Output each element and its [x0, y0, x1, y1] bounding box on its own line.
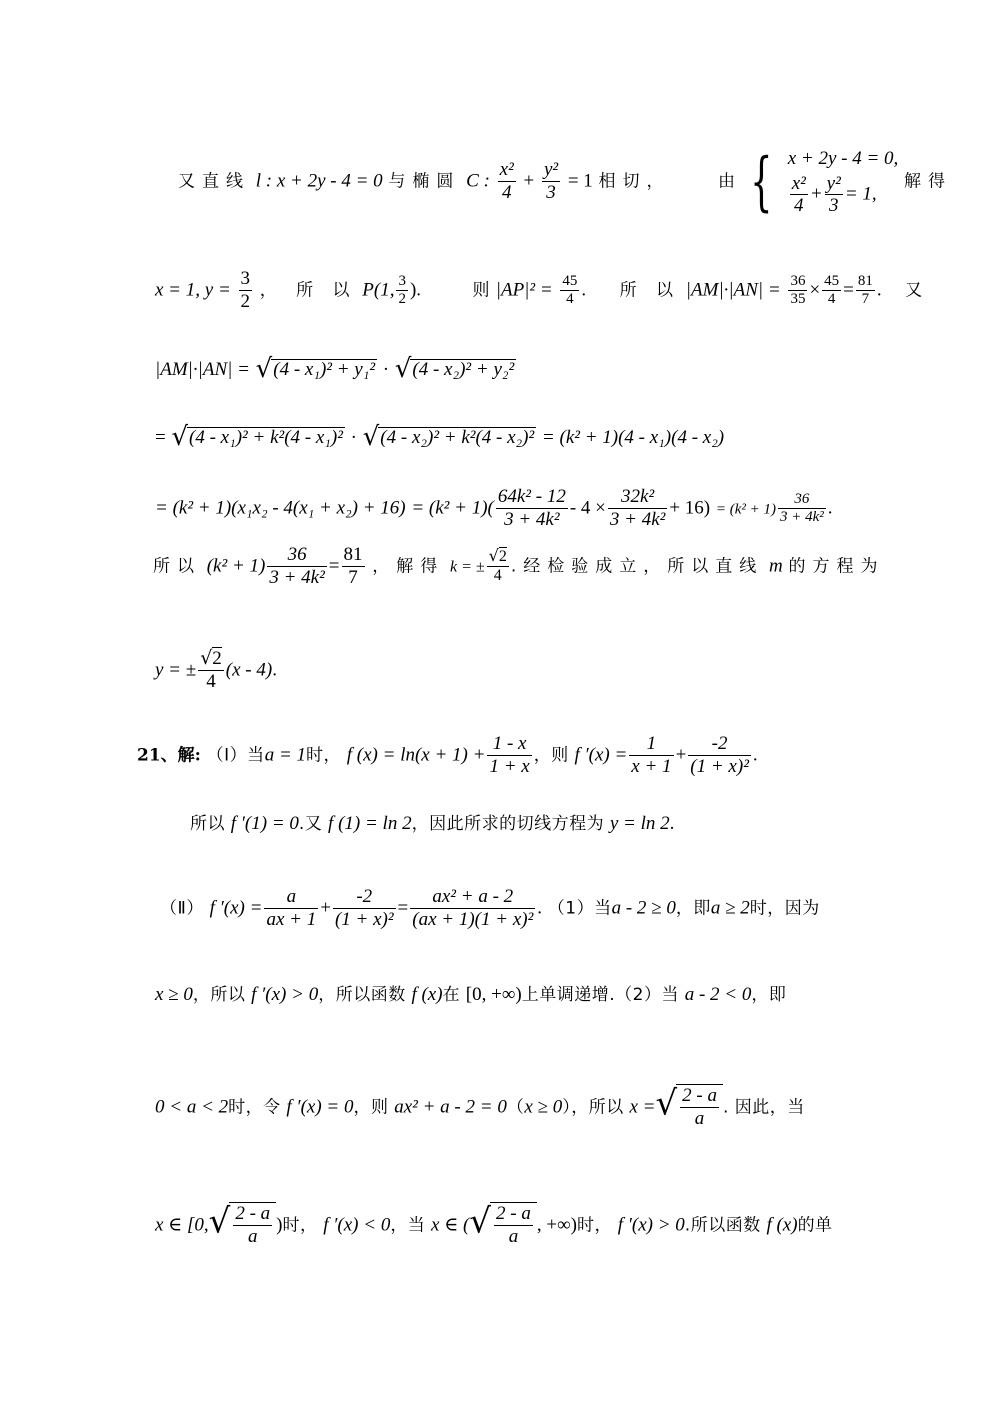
p20-line-1: 又直线 l : x + 2y - 4 = 0 与椭圆 C : $\frac{\text{x²}}{4}$ + $\frac{\text{y²}}{3}$ = 1 相切， 由 { x + 2y - 4 = 0, $\frac{\text{x²}}{4}$ + $\frac{\text{y²}}{3}$ = 1, 解得 — [178, 144, 953, 219]
p21-line-2: 所以 f ′(1) = 0.又 f (1) = ln 2，因此所求的切线方程为 y = ln 2. — [190, 813, 675, 834]
fraction: $\frac{\text{x²}}{4}$ — [499, 159, 514, 204]
left-brace: { — [750, 144, 773, 219]
sqrt-term: (4 - x₁)² + y₁² — [273, 359, 376, 380]
point-p: P(1, — [362, 279, 395, 301]
fraction: $\frac{3}{2}$ — [240, 268, 250, 312]
sqrt-term: (4 - x₂)² + y₂² — [412, 359, 515, 380]
p20-line-2: x = 1, y = $\frac{3}{2}$ ， 所 以 P(1, $\frac{3}{2}$ ). 则 |AP|² = $\frac{45}{4}$ . 所 以 |AM|·|AN| = $\frac{36}{35}$ × $\frac{45}{4}$ = $\frac{81}{7}$ . 又 — [155, 268, 923, 312]
text: 与椭圆 — [388, 171, 461, 192]
line-m-label: m — [769, 555, 783, 577]
text: 由 — [718, 171, 736, 192]
ellipse-label: C : — [466, 170, 490, 192]
p20-line-6: 所以 (k² + 1) $\frac{36}{\text{3 + 4k²}}$ = $\frac{81}{7}$ ，解得 k = ± $\frac{√2}{4}$ .经检验成立，所以直线 m 的方程为 — [153, 544, 885, 588]
p20-line-5: = (k² + 1)(x₁x₂ - 4(x₁ + x₂) + 16) = (k² + 1)( $\frac{\text{64k² - 12}}{\text{3 + 4k²}}$ - 4 × $\frac{\text{32k²}}{\text{3 + 4k²}}$ + 16) = (k² + 1) $\frac{36}{\text{3 + 4k²}}$ . — [155, 486, 833, 530]
sqrt-term: (4 - x₂)² + k²(4 - x₂)² — [380, 427, 535, 448]
p20-line-3: |AM|·|AN| = √(4 - x₁)² + y₁² · √(4 - x₂)² + y₂² — [155, 354, 515, 384]
p21-line-6: x ∈ [0,√ $\frac{2 - a}{a}$ )时， f ′(x) < 0，当 x ∈ (√ $\frac{2 - a}{a}$ , +∞)时， f ′(x) > 0.所以函数 f (x)的单 — [155, 1201, 833, 1247]
p20-line-7: y = ± $\frac{√2}{4}$ (x - 4). — [155, 647, 277, 692]
p21-line-1: 21、解: （Ⅰ）当a = 1时， f (x) = ln(x + 1) + $\frac{1 - x}{1 + x}$ ，则 f ′(x) = $\frac{1}{x + 1}$ + $\frac{-2}{\text{(1 + x)²}}$ . — [137, 733, 758, 777]
problem-label: 21、解: — [137, 745, 201, 766]
p21-line-5: 0 < a < 2时，令 f ′(x) = 0，则 ax² + a - 2 = 0（x ≥ 0），所以 x =√ $\frac{2 - a}{a}$ . 因此，当 — [155, 1083, 805, 1129]
sqrt-term: (4 - x₁)² + k²(4 - x₁)² — [189, 427, 343, 448]
p21-line-4: x ≥ 0，所以 f ′(x) > 0，所以函数 f (x)在 [0, +∞)上单调递增.（2）当 a - 2 < 0，即 — [155, 984, 787, 1005]
equation-system: x + 2y - 4 = 0, $\frac{\text{x²}}{4}$ + $\frac{\text{y²}}{3}$ = 1, — [787, 148, 899, 217]
text: 解得 — [904, 171, 953, 192]
p21-line-3: （Ⅱ） f ′(x) = $\frac{a}{ax + 1}$ + $\frac{-2}{\text{(1 + x)²}}$ = $\frac{\text{ax² + a - 2}}{\text{(ax + 1)(1 + x)²}}$ . （1）当a - 2 ≥ 0，即a ≥ 2时，因为 — [160, 886, 820, 930]
line-l-equation: l : x + 2y - 4 = 0 — [255, 170, 383, 192]
text: 又直线 — [178, 171, 250, 192]
p20-line-4: = √(4 - x₁)² + k²(4 - x₁)² · √(4 - x₂)² + k²(4 - x₂)² = (k² + 1)(4 - x₁)(4 - x₂) — [155, 422, 725, 452]
text: 相切， — [598, 171, 671, 192]
fraction: $\frac{\text{y²}}{3}$ — [543, 159, 559, 204]
